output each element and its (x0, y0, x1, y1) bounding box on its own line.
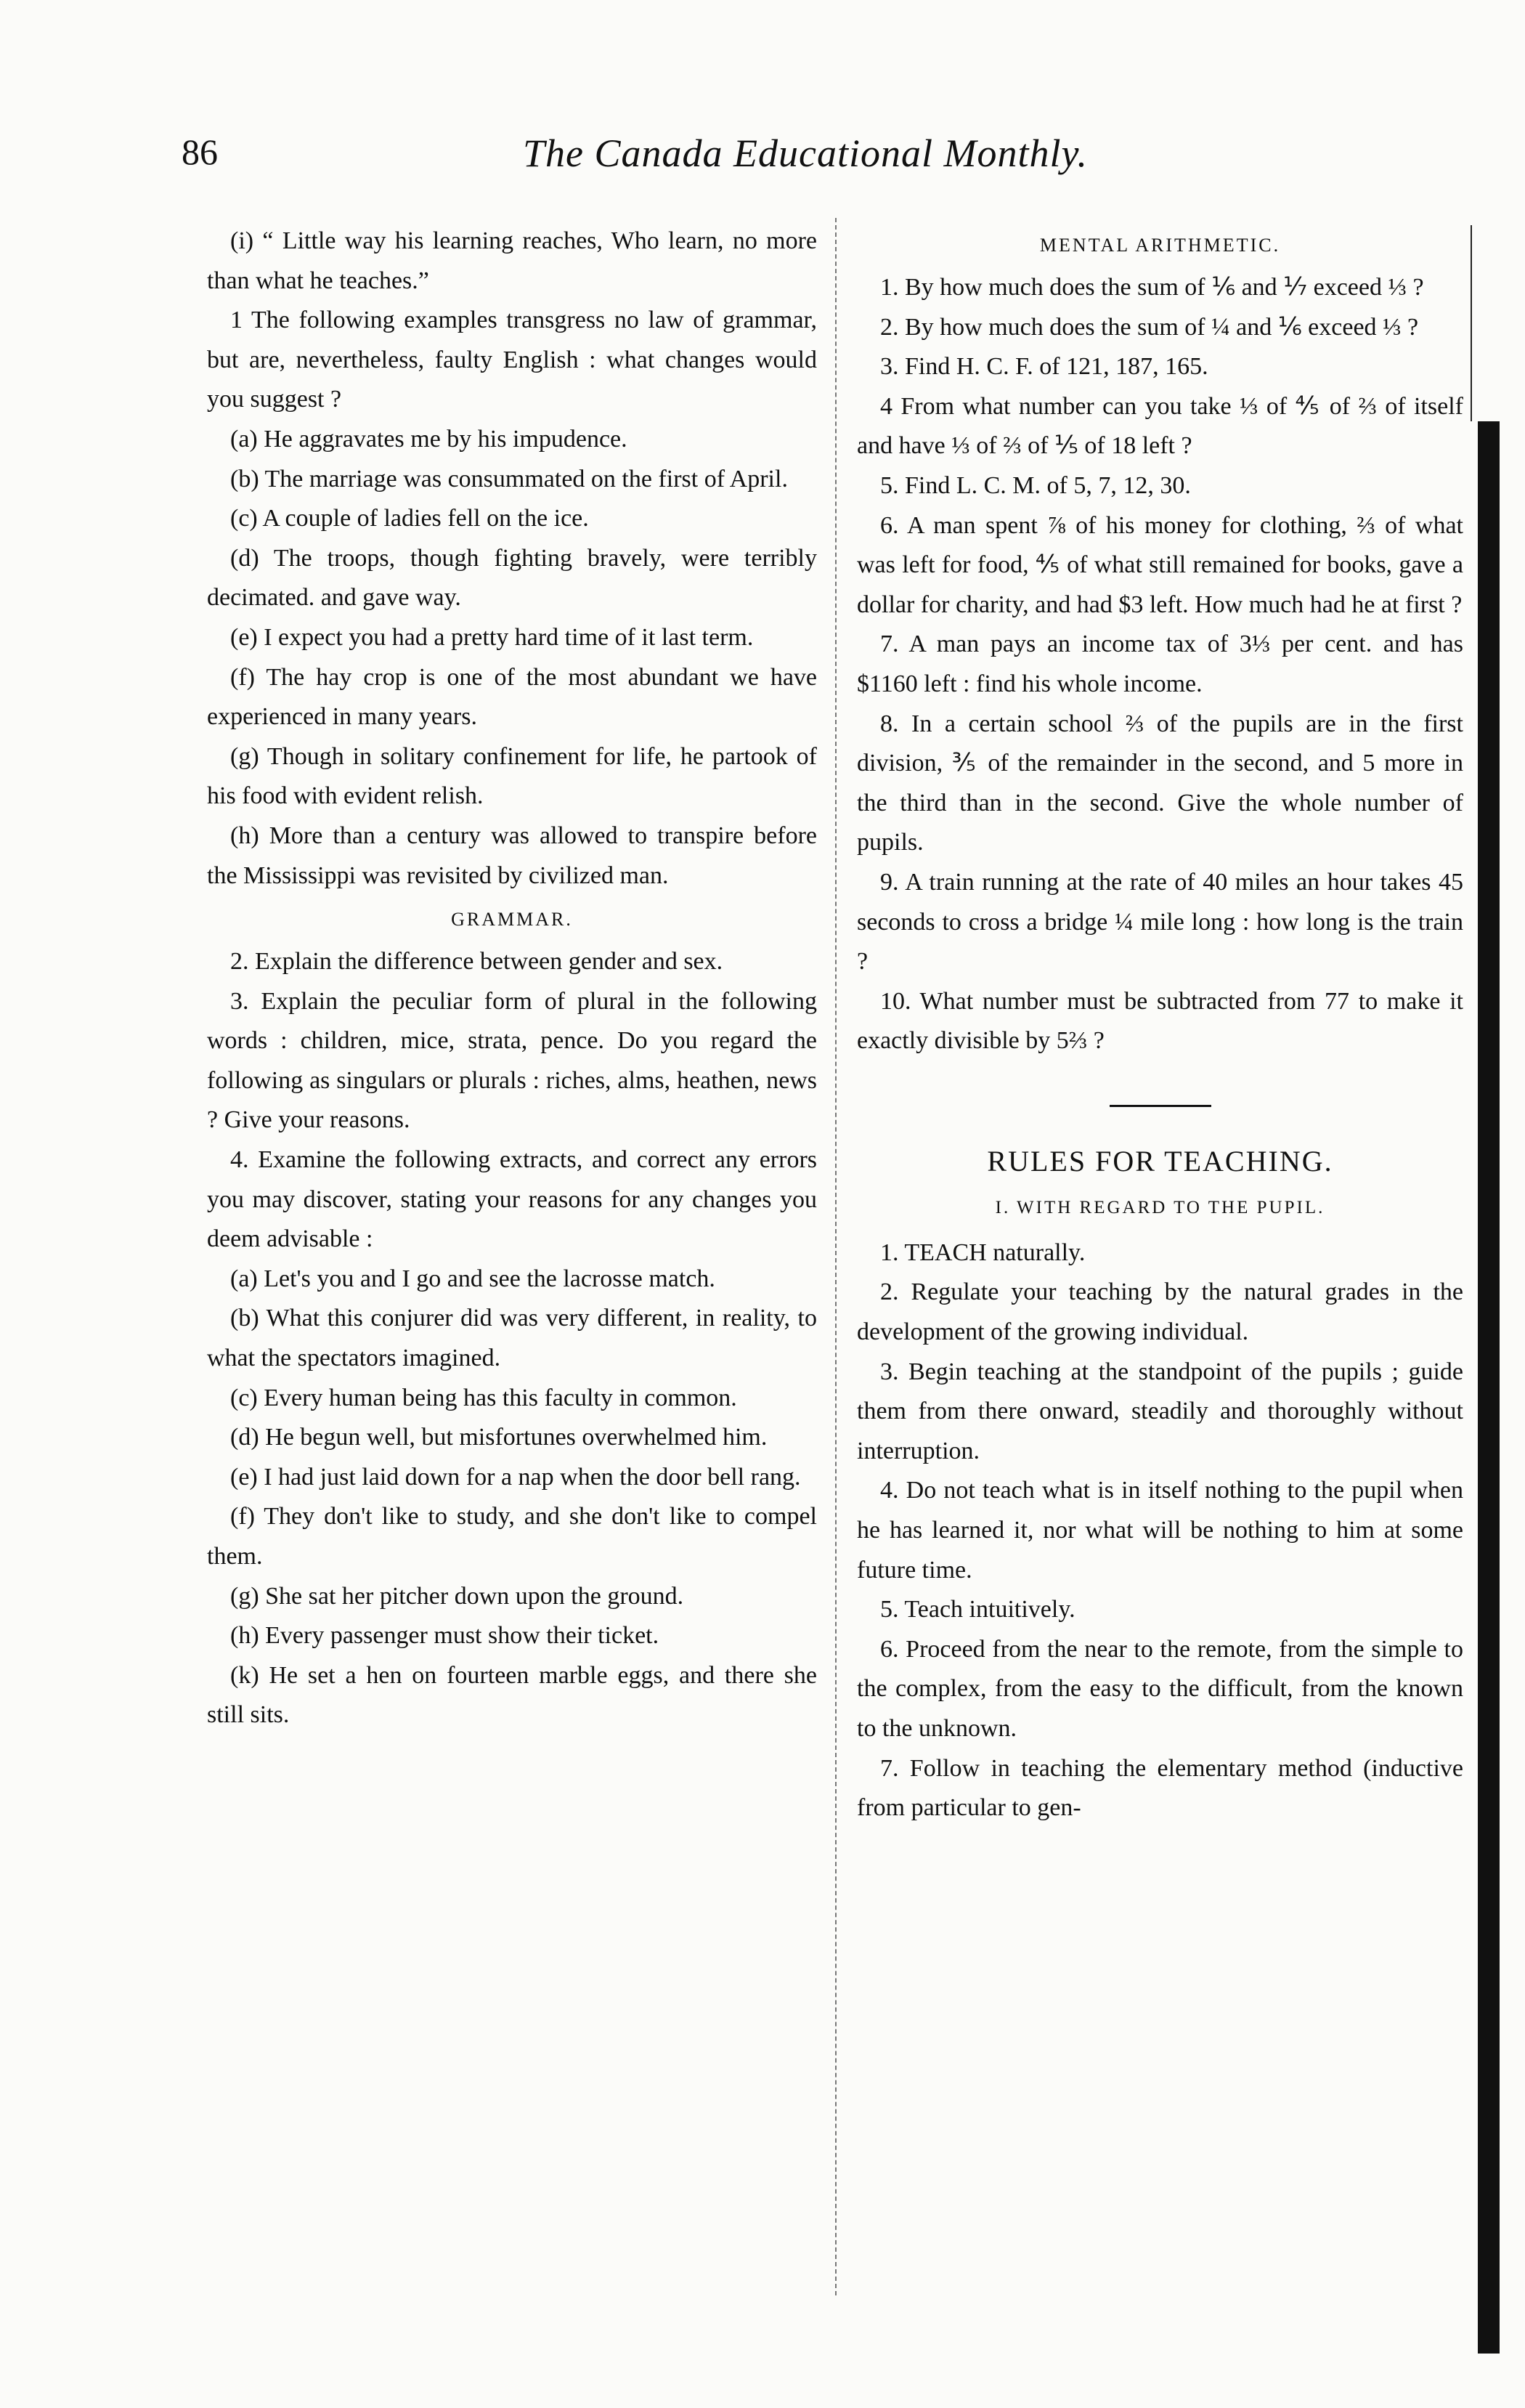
example-item: (b) The marriage was consummated on the first of April. (230, 465, 788, 492)
question-item: 1 The following examples transgress no law of grammar, but are, nevertheless, faulty English : what changes would you suggest ? (207, 307, 817, 413)
rule-item: 6. Proceed from the near to the remote, from the simple to the complex, from the easy to the difficult, from the known to the unknown. (857, 1635, 1463, 1742)
column-divider (835, 218, 838, 2295)
page-edge-line (1471, 225, 1472, 421)
rule-item: 1. TEACH naturally. (880, 1239, 1086, 1266)
question-item: 6. A man spent ⅞ of his money for clothing, ⅔ of what was left for food, ⅘ of what still remained for books, gave a dollar for charity, and had $3 left. How much had he at first ? (857, 511, 1463, 618)
question-item: 9. A train running at the rate of 40 miles an hour takes 45 seconds to cross a bridge ¼ mile long : how long is the train ? (857, 868, 1463, 976)
rule-item: 4. Do not teach what is in itself nothing to the pupil when he has learned it, nor what will be nothing to him at some future time. (857, 1477, 1463, 1584)
example-item: (h) Every passenger must show their ticket. (230, 1622, 659, 1650)
question-item: 4. Examine the following extracts, and correct any errors you may discover, stating your reasons for any changes you deem advisable : (207, 1146, 817, 1253)
running-head (182, 131, 1271, 189)
example-item: (g) Though in solitary confinement for life, he partook of his food with evident relish. (207, 742, 817, 810)
example-item: (f) They don't like to study, and she don't like to compel them. (207, 1503, 817, 1570)
rules-heading: RULES FOR TEACHING. (987, 1144, 1333, 1177)
grammar-heading: GRAMMAR. (451, 909, 573, 931)
question-item: 5. Find L. C. M. of 5, 7, 12, 30. (880, 471, 1191, 499)
rule-item: 7. Follow in teaching the elementary method (inductive from particular to gen- (857, 1754, 1463, 1822)
mental-arithmetic-heading: MENTAL ARITHMETIC. (1039, 235, 1281, 256)
example-item: (a) Let's you and I go and see the lacrosse match. (230, 1265, 715, 1292)
example-item: (f) The hay crop is one of the most abundant we have experienced in many years. (207, 663, 817, 731)
example-item: (d) He begun well, but misfortunes overwhelmed him. (230, 1424, 768, 1451)
example-item: (b) What this conjurer did was very different, in reality, to what the spectators imagined. (207, 1305, 817, 1372)
question-item: 3. Explain the peculiar form of plural in the following words : children, mice, strata, pence. Do you regard the following as singulars or plurals : riches, alms, heathen, news ? Give your reasons. (207, 987, 817, 1134)
example-item: (e) I had just laid down for a nap when the door bell rang. (230, 1463, 801, 1491)
example-item: (c) A couple of ladies fell on the ice. (230, 505, 589, 532)
example-item: (k) He set a hen on fourteen marble eggs, and there she still sits. (207, 1661, 817, 1729)
question-item: 2. By how much does the sum of ¼ and ⅙ exceed ⅓ ? (880, 313, 1419, 341)
journal-title: The Canada Educational Monthly. (523, 131, 1088, 175)
rule-item: 5. Teach intuitively. (880, 1596, 1075, 1623)
question-item: 10. What number must be subtracted from 77 to make it exactly divisible by 5⅔ ? (857, 987, 1463, 1055)
question-item: 7. A man pays an income tax of 3⅓ per cent. and has $1160 left : find his whole income. (857, 631, 1463, 697)
left-column (207, 222, 817, 1735)
rule-item: 2. Regulate your teaching by the natural grades in the development of the growing individual. (857, 1278, 1463, 1346)
question-item: 2. Explain the difference between gender and sex. (230, 948, 723, 976)
question-item: 3. Find H. C. F. of 121, 187, 165. (880, 353, 1208, 381)
example-item: (e) I expect you had a pretty hard time of it last term. (230, 623, 754, 651)
page-edge-shadow (1478, 421, 1500, 2354)
question-item: 1. By how much does the sum of ⅙ and ⅐ exceed ⅓ ? (880, 274, 1424, 301)
question-item: 4 From what number can you take ⅓ of ⅘ of ⅔ of itself and have ⅓ of ⅔ of ⅕ of 18 left ? (857, 392, 1463, 460)
example-item: (a) He aggravates me by his impudence. (230, 425, 627, 453)
quote-line: (i) “ Little way his learning reaches, Who learn, no more than what he teaches.” (207, 227, 817, 294)
page-number: 86 (182, 131, 218, 172)
example-item: (g) She sat her pitcher down upon the ground. (230, 1582, 684, 1610)
right-column (857, 222, 1463, 1828)
rule-item: 3. Begin teaching at the standpoint of the pupils ; guide them from there onward, steadily and thoroughly without interruption. (857, 1358, 1463, 1464)
example-item: (d) The troops, though fighting bravely, were terribly decimated. and gave way. (207, 544, 817, 612)
question-item: 8. In a certain school ⅔ of the pupils are in the first division, ⅗ of the remainder in the second, and 5 more in the third than in the second. Give the whole number of pupils. (857, 710, 1463, 856)
rules-subheading: I. WITH REGARD TO THE PUPIL. (995, 1197, 1325, 1217)
example-item: (c) Every human being has this faculty in common. (230, 1384, 737, 1411)
section-rule (1110, 1105, 1211, 1107)
example-item: (h) More than a century was allowed to transpire before the Mississippi was revisited by civilized man. (207, 822, 817, 889)
